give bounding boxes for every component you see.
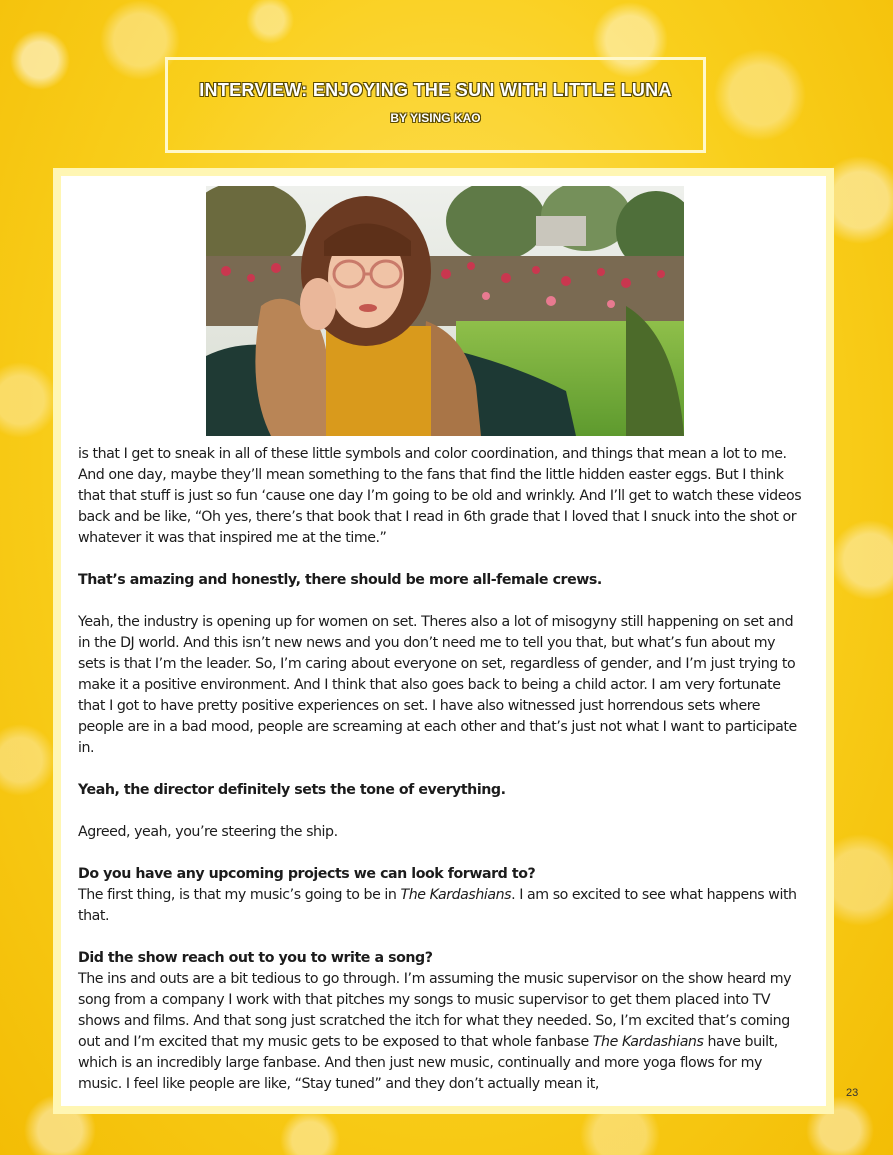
article-card — [53, 168, 834, 1114]
article-title: INTERVIEW: ENJOYING THE SUN WITH LITTLE LUNA — [199, 80, 672, 100]
article-byline: BY YISING KAO — [390, 111, 481, 125]
article-body — [78, 444, 803, 1116]
interview-answer: Yeah, the industry is opening up for women on set. Theres also a lot of misogyny still happening on set and in the DJ world. And this isn’t new news and you don’t need me to tell you that, but what’s fun about my sets is that I’m the leader. So, I’m caring about everyone on set, regardless of gender, and I’m just trying to make it a positive environment. And I think that also goes back to being a child actor. I am very fortunate that I got to have pretty positive experiences on set. I have also witnessed just horrendous sets where people are in a bad mood, people are screaming at each other and that’s just not what I want to participate in. — [78, 614, 797, 756]
interview-question: Do you have any upcoming projects we can look forward to? — [78, 866, 536, 882]
interview-photo — [206, 186, 684, 436]
interview-answer — [78, 969, 803, 1095]
interview-answer — [78, 885, 803, 927]
interview-answer: Agreed, yeah, you’re steering the ship. — [78, 824, 338, 840]
answer-text: The first thing, is that my music’s going to be in — [78, 887, 401, 903]
interview-question: That’s amazing and honestly, there should be more all-female crews. — [78, 572, 602, 588]
answer-text: have built, which is an incredibly large fanbase. And then just new music, continually and more yoga flows for my music. I feel like people are like, “Stay tuned” and they don’t actually mean it, — [78, 1034, 778, 1092]
interview-question: Did the show reach out to you to write a song? — [78, 950, 433, 966]
show-title: The Kardashians — [400, 887, 512, 903]
interview-question: Yeah, the director definitely sets the tone of everything. — [78, 782, 506, 798]
show-title: The Kardashians — [592, 1034, 704, 1050]
answer-text: . I am so excited to see what happens with that. — [78, 887, 797, 924]
article-header — [165, 57, 706, 153]
paragraph: is that I get to sneak in all of these little symbols and color coordination, and things that mean a lot to me. And one day, maybe they’ll mean something to the fans that find the little hidden easter eggs. But I think that that stuff is just so fun ‘cause one day I’m going to be old and wrinkly. And I’ll get to watch these videos back and be like, “Oh yes, there’s that book that I read in 6th grade that I loved that I snuck into the shot or whatever it was that inspired me at the time.” — [78, 446, 802, 546]
answer-text: The ins and outs are a bit tedious to go through. I’m assuming the music supervisor on the show heard my song from a company I work with that pitches my songs to music supervisor to get them placed into TV shows and films. And that song just scratched the itch for what they needed. So, I’m excited that’s coming out and I’m excited that my music gets to be exposed to that whole fanbase — [78, 971, 792, 1050]
page-number: 23 — [846, 1087, 859, 1099]
